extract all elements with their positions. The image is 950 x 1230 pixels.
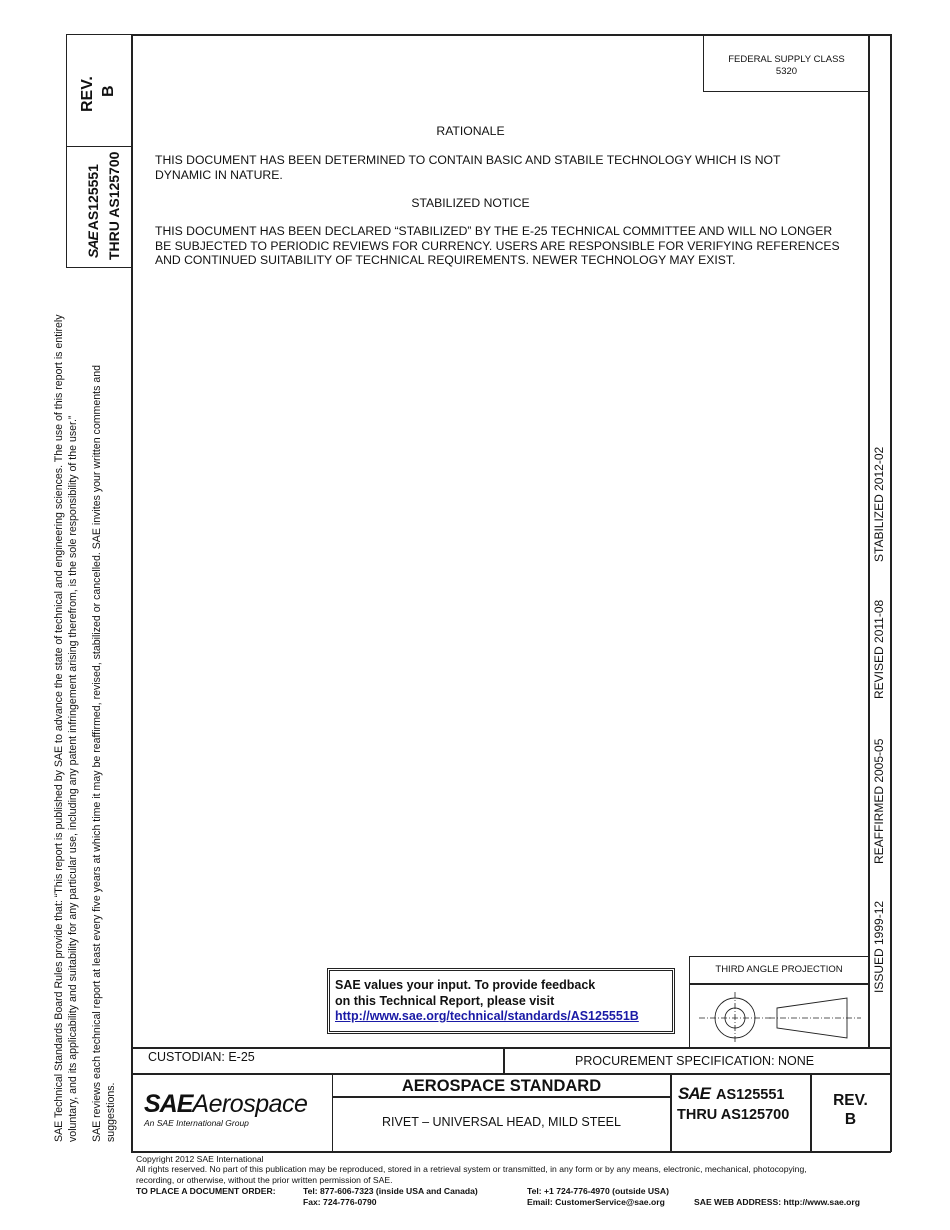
titleblock-rev-value: B (844, 1111, 857, 1128)
side-doc-number (85, 164, 101, 258)
projection-symbol-icon (695, 988, 865, 1046)
feedback-line2: on this Technical Report, please visit (335, 994, 555, 1008)
feedback-line1: SAE values your input. To provide feedback (335, 978, 596, 992)
issued-date: ISSUED 1999-12 (872, 900, 886, 993)
side-doc-number-text: AS125551 (85, 164, 101, 231)
footer-rights-line2: recording, or otherwise, without the prior written permission of SAE. (136, 1175, 393, 1185)
side-rev-box (66, 34, 132, 147)
footer-tel-intl: Tel: +1 724-776-4970 (outside USA) (527, 1186, 669, 1196)
number-text: AS125551 (715, 1087, 785, 1103)
titleblock-rev-label: REV. (833, 1092, 868, 1109)
frame-right-line (890, 34, 892, 1152)
revised-date: REVISED 2011-08 (872, 599, 886, 699)
frame-inner-right-line (868, 34, 870, 1048)
feedback-link[interactable]: http://www.sae.org/technical/standards/AS125551B (335, 1009, 639, 1023)
supply-class-value: 5320 (775, 66, 798, 77)
side-rev-value: B (100, 85, 117, 97)
custodian-divider (503, 1047, 505, 1073)
footer-web-address[interactable]: SAE WEB ADDRESS: http://www.sae.org (694, 1197, 860, 1207)
titleblock-top-line (131, 1047, 891, 1049)
number-cell-left (670, 1073, 672, 1152)
rationale-text: THIS DOCUMENT HAS BEEN DETERMINED TO CONTAIN BASIC AND STABILE TECHNOLOGY WHICH IS NOT DYNAMIC IN NATURE. (155, 153, 781, 182)
standard-type: AEROSPACE STANDARD (401, 1077, 602, 1095)
projection-divider (689, 983, 869, 985)
custodian-text: CUSTODIAN: E-25 (148, 1050, 255, 1064)
logo-sae-text: SAE (144, 1090, 193, 1118)
reaffirmed-date: REAFFIRMED 2005-05 (872, 738, 886, 864)
review-notice-line1: SAE reviews each technical report at least every five years at which time it may be reaffirmed, revised, stabilized or cancelled. SAE invites your written comments and (91, 364, 103, 1142)
number-line (678, 1084, 785, 1104)
titleblock-bottom-line (131, 1151, 891, 1153)
stabilized-text: THIS DOCUMENT HAS BEEN DECLARED “STABILIZED” BY THE E-25 TECHNICAL COMMITTEE AND WILL NO LONGER BE SUBJECTED TO PERIODIC REVIEWS FOR CURRENCY. USERS ARE RESPONSIBLE FOR VERIFYING REFERENCES AND CONTINUED SUITABILITY OF TECHNICAL REQUIREMENTS. NEWER TECHNOLOGY MAY EXIST. (155, 224, 840, 267)
supply-class-label: FEDERAL SUPPLY CLASS (728, 54, 845, 65)
footer-email[interactable]: Email: CustomerService@sae.org (527, 1197, 665, 1207)
stabilized-heading: STABILIZED NOTICE (411, 196, 530, 210)
footer-fax: Fax: 724-776-0790 (303, 1197, 377, 1207)
projection-label: THIRD ANGLE PROJECTION (715, 964, 843, 975)
board-rules-line2: voluntary, and its applicability and suitability for any particular use, including any patent infringement arising therefrom, is the sole responsibility of the user.” (67, 415, 79, 1142)
document-title: RIVET – UNIVERSAL HEAD, MILD STEEL (382, 1115, 621, 1129)
footer-tel-us: Tel: 877-606-7323 (inside USA and Canada) (303, 1186, 478, 1196)
footer-copyright: Copyright 2012 SAE International (136, 1154, 264, 1164)
stabilized-date: STABILIZED 2012-02 (872, 446, 886, 562)
rationale-heading: RATIONALE (436, 124, 505, 138)
procurement-text: PROCUREMENT SPECIFICATION: NONE (575, 1054, 815, 1068)
number-range: THRU AS125700 (677, 1107, 790, 1123)
sae-aerospace-logo (144, 1090, 307, 1119)
number-sae-logo: SAE (678, 1084, 710, 1103)
logo-aerospace-text: Aerospace (192, 1090, 308, 1118)
board-rules-line1: SAE Technical Standards Board Rules provide that: “This report is published by SAE to advance the state of technical and engineering sciences. The use of this report is entirely (53, 314, 65, 1142)
footer-order-label: TO PLACE A DOCUMENT ORDER: (136, 1186, 276, 1196)
review-notice-line2: suggestions. (105, 1082, 117, 1142)
side-sae-logo: SAE (85, 232, 101, 258)
side-rev-label: REV. (79, 76, 96, 112)
footer-rights-line1: All rights reserved. No part of this publication may be reproduced, stored in a retrieval system or transmitted, in any form or by any means, electronic, mechanical, photocopying, (136, 1164, 807, 1174)
logo-tagline: An SAE International Group (144, 1118, 249, 1128)
standard-underline (333, 1096, 670, 1098)
side-doc-range: THRU AS125700 (106, 151, 122, 260)
